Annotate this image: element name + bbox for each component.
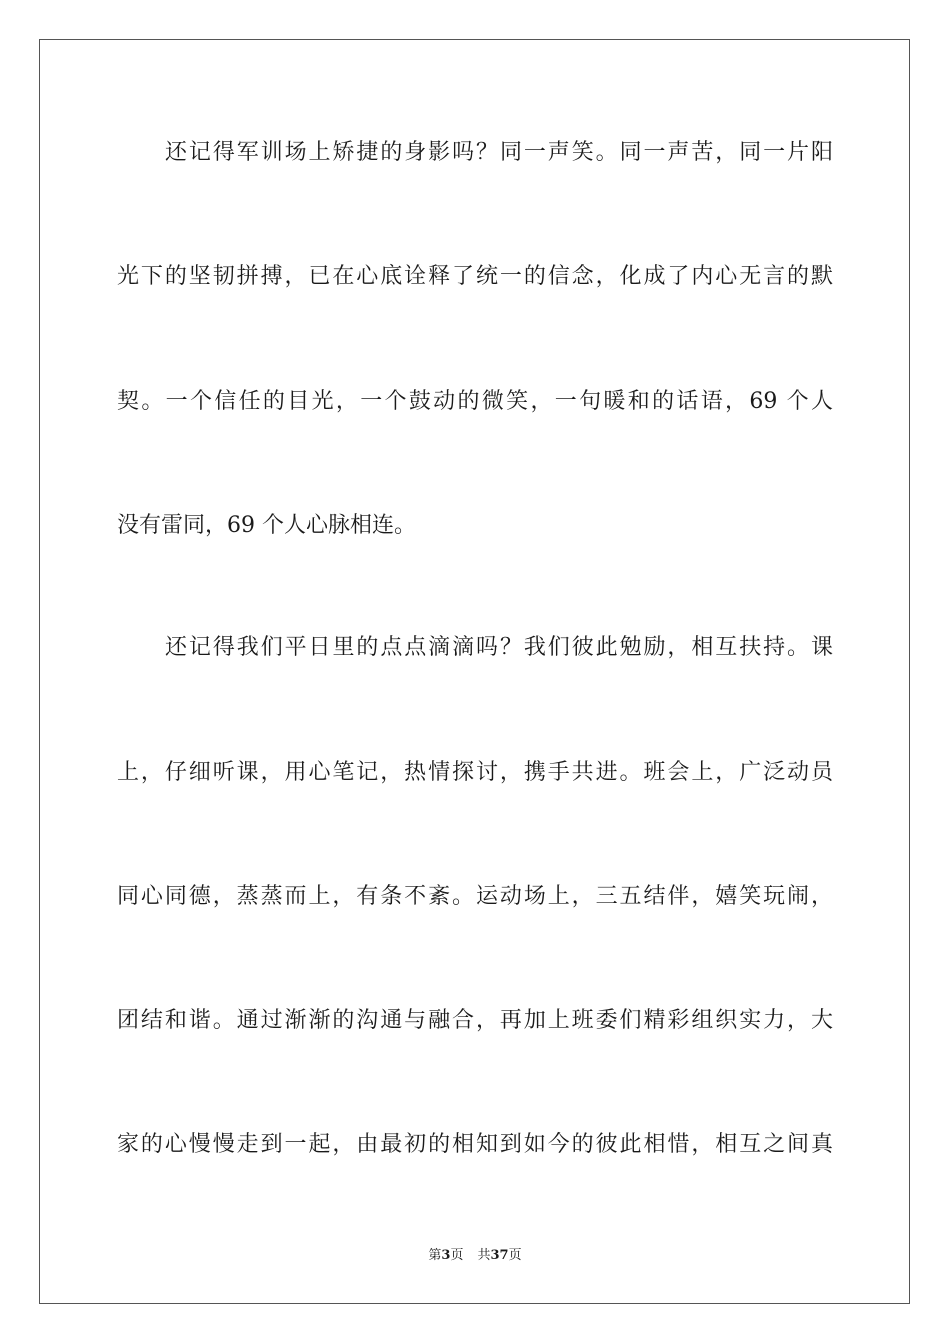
paragraph-2-line-2: 上，仔细听课，用心笔记，热情探讨，携手共进。班会上，广泛动员: [117, 760, 833, 785]
paragraph-2-line-5: 家的心慢慢走到一起，由最初的相知到如今的彼此相惜，相互之间真: [117, 1132, 833, 1157]
paragraph-1-line-4: 没有雷同，69 个人心脉相连。: [117, 513, 416, 538]
footer-page-suffix: 页: [450, 1248, 464, 1263]
paragraph-1-line-1: 还记得军训场上矫捷的身影吗？同一声笑。同一声苦，同一片阳: [165, 140, 833, 165]
footer-page-prefix: 第: [428, 1248, 442, 1263]
footer-total-pages: 37: [490, 1248, 509, 1263]
page-border: [39, 39, 910, 1304]
footer-total-prefix: 共: [477, 1248, 491, 1263]
paragraph-2-line-4: 团结和谐。通过渐渐的沟通与融合，再加上班委们精彩组织实力，大: [117, 1008, 833, 1033]
paragraph-2-line-1: 还记得我们平日里的点点滴滴吗？我们彼此勉励，相互扶持。课: [165, 635, 833, 660]
paragraph-2-line-3: 同心同德，蒸蒸而上，有条不紊。运动场上，三五结伴，嬉笑玩闹，: [117, 884, 833, 909]
footer-page-number: 3: [441, 1248, 451, 1263]
page-footer: [0, 1247, 950, 1265]
paragraph-1-line-2: 光下的坚韧拼搏，已在心底诠释了统一的信念，化成了内心无言的默: [117, 264, 833, 289]
paragraph-1-line-3: 契。一个信任的目光，一个鼓动的微笑，一句暖和的话语，69 个人: [117, 389, 833, 414]
footer-total-suffix: 页: [508, 1248, 522, 1263]
